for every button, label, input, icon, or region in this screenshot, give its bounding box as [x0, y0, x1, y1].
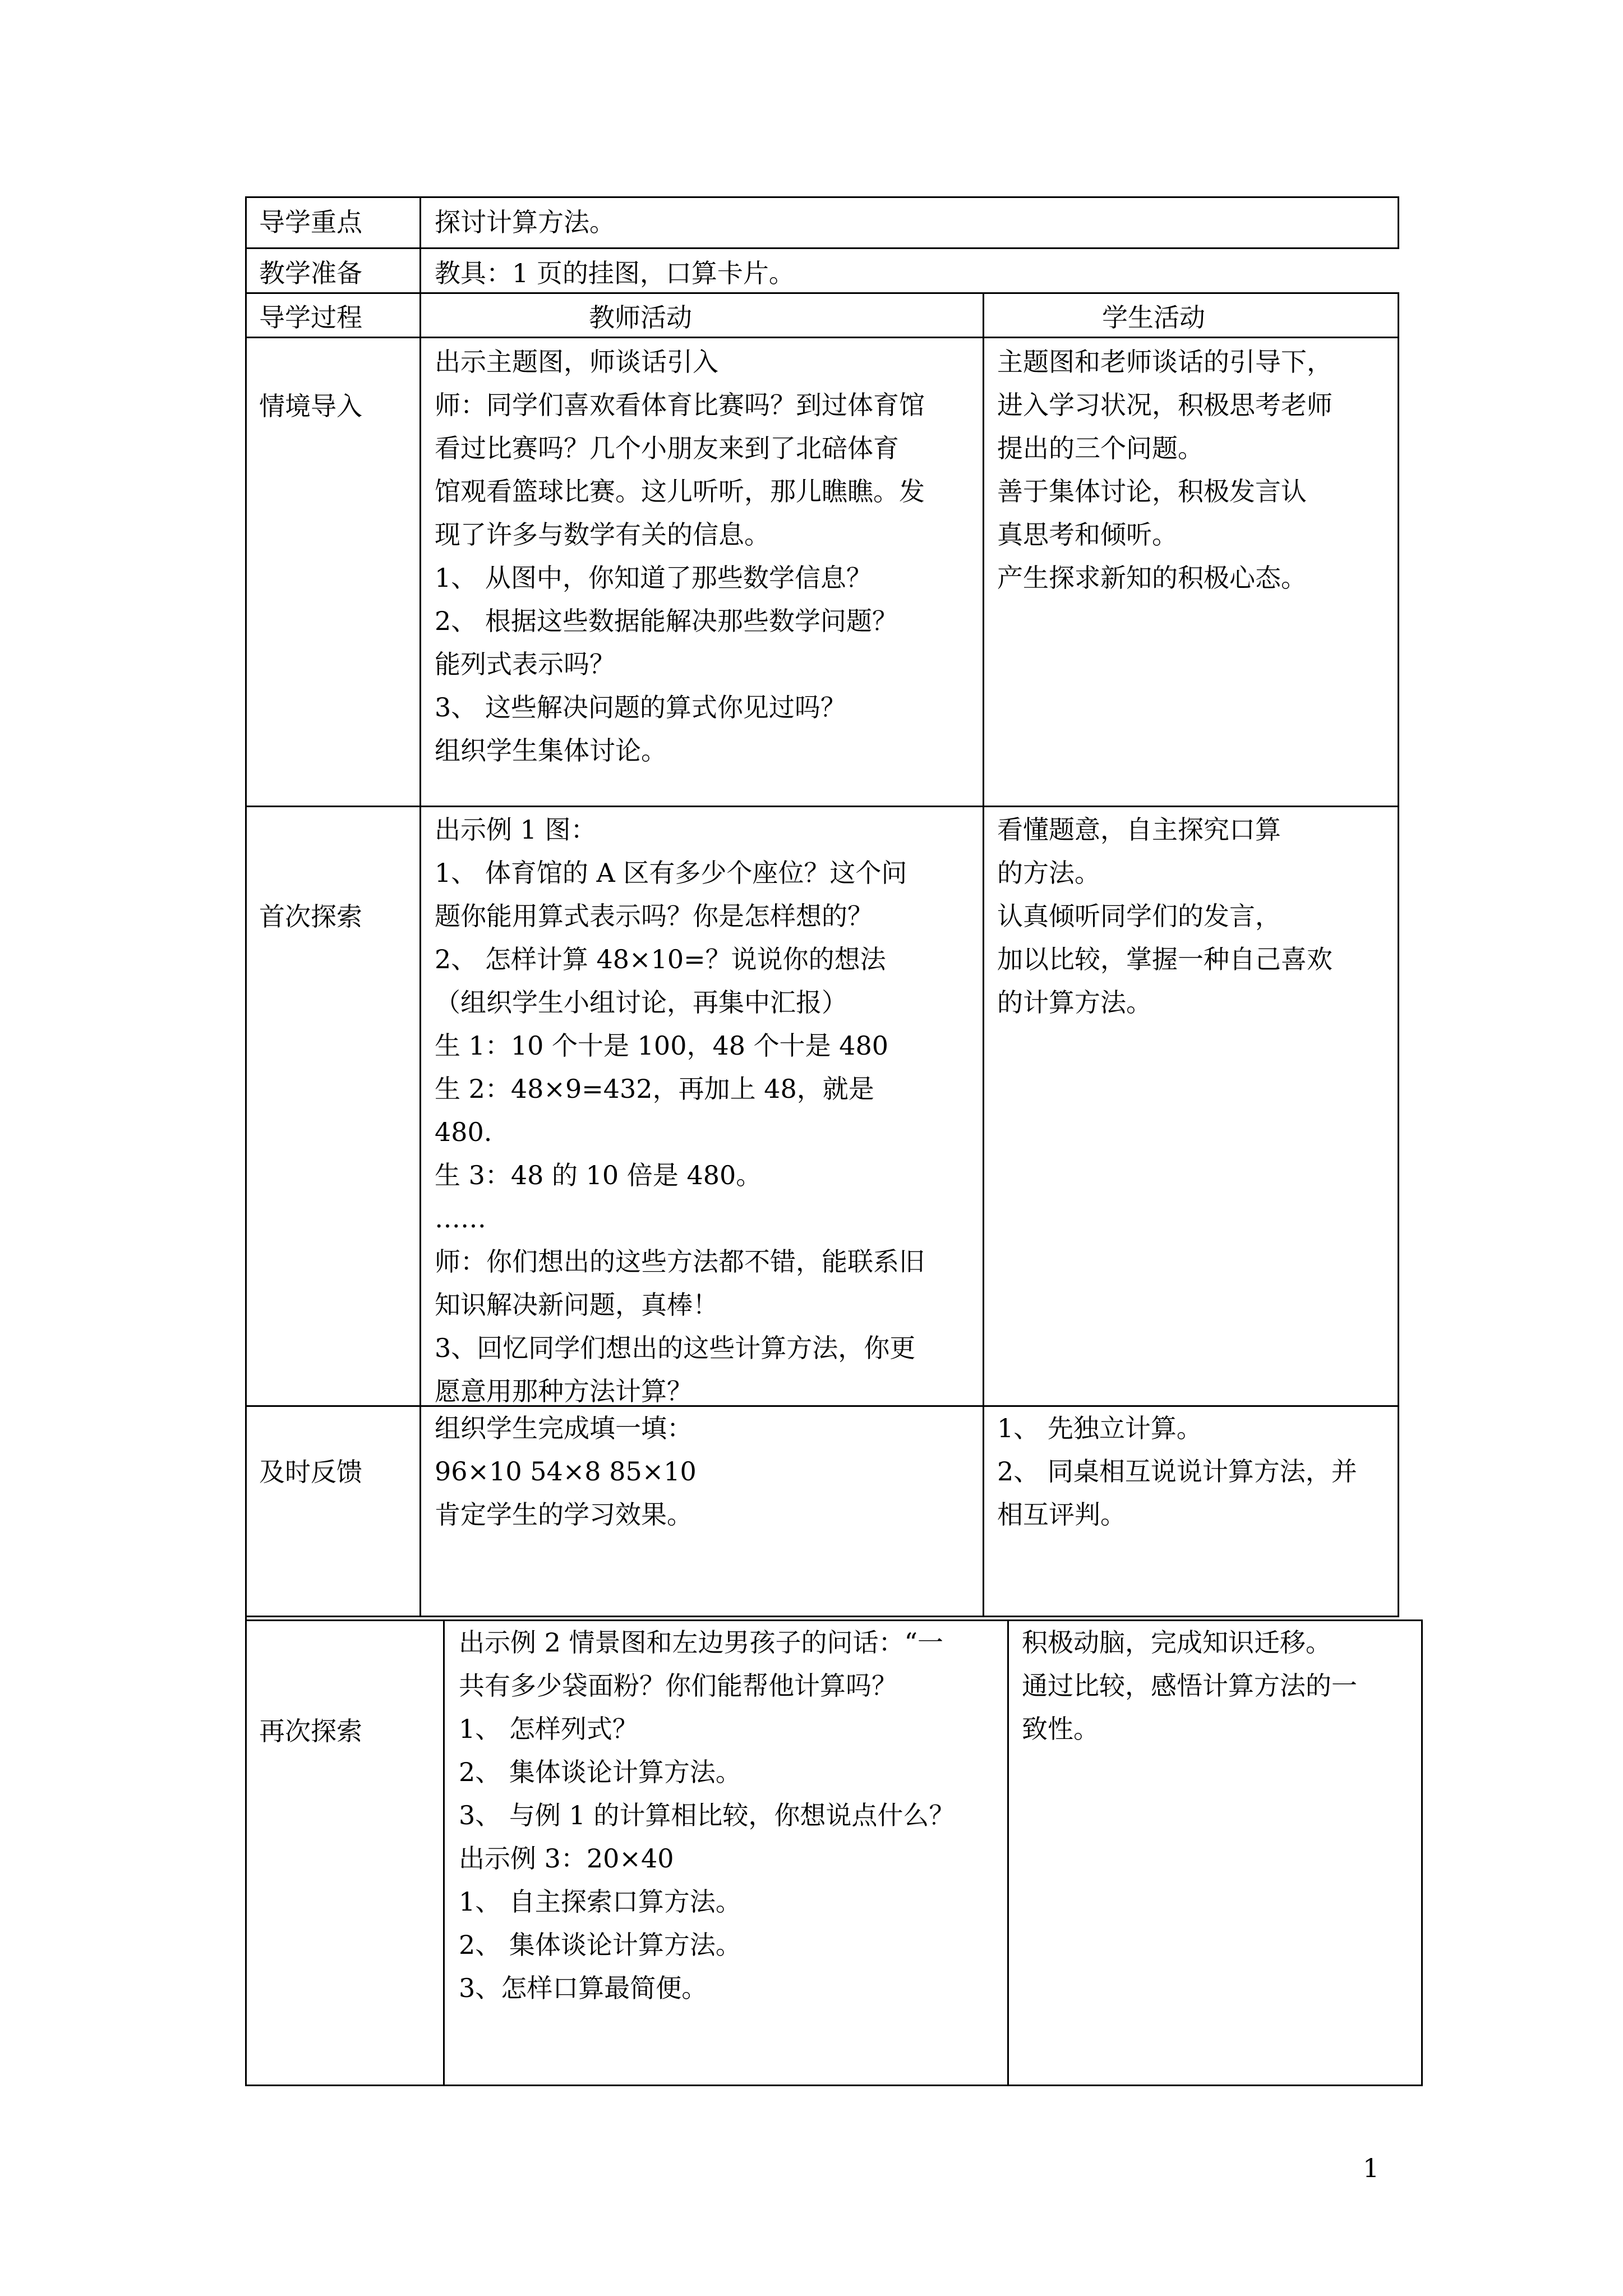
- feedback-student-line: 1、 先独立计算。: [997, 1413, 1202, 1443]
- explore2-student-line: 积极动脑，完成知识迁移。: [1022, 1627, 1331, 1658]
- intro-teacher-line: 能列式表示吗？: [435, 649, 615, 679]
- row-label-process: 导学过程: [259, 302, 362, 333]
- row-label-focus: 导学重点: [259, 207, 362, 237]
- explore1-teacher-line: （组织学生小组讨论，再集中汇报）: [435, 987, 847, 1018]
- explore1-teacher-line: 2、 怎样计算 48×10=？说说你的想法: [435, 944, 886, 974]
- explore2-teacher-line: 1、 怎样列式？: [459, 1714, 638, 1744]
- feedback-student-cell: [997, 1407, 1357, 1536]
- explore2-teacher-cell: [459, 1621, 955, 2010]
- explore1-teacher-line: 1、 体育馆的 A 区有多少个座位？这个问: [435, 858, 907, 888]
- explore2-teacher-line: 出示例 2 情景图和左边男孩子的问话：“一: [459, 1627, 944, 1658]
- intro-teacher-line: 2、 根据这些数据能解决那些数学问题？: [435, 606, 898, 636]
- row-label-explore2: 再次探索: [259, 1716, 362, 1746]
- intro-teacher-line: 看过比赛吗？几个小朋友来到了北碚体育: [435, 433, 899, 463]
- explore1-teacher-line: ……: [435, 1203, 486, 1234]
- intro-student-line: 提出的三个问题。: [997, 433, 1204, 463]
- intro-student-line: 主题图和老师谈话的引导下，: [997, 347, 1332, 377]
- feedback-teacher-cell: [435, 1407, 697, 1536]
- explore1-teacher-line: 生 2：48×9=432，再加上 48，就是: [435, 1074, 874, 1104]
- explore1-student-line: 认真倾听同学们的发言，: [997, 901, 1281, 931]
- feedback-teacher-line: 肯定学生的学习效果。: [435, 1499, 693, 1530]
- row-label-prep: 教学准备: [259, 258, 362, 288]
- explore1-teacher-line: 出示例 1 图：: [435, 815, 597, 845]
- feedback-teacher-line: 96×10 54×8 85×10: [435, 1456, 697, 1487]
- header-teacher-activity: 教师活动: [589, 302, 692, 333]
- explore1-teacher-cell: [435, 808, 925, 1413]
- explore1-student-line: 的方法。: [997, 858, 1100, 888]
- prep-content: 教具：1 页的挂图，口算卡片。: [435, 258, 795, 288]
- explore2-teacher-line: 2、 集体谈论计算方法。: [459, 1930, 741, 1960]
- explore1-student-line: 的计算方法。: [997, 987, 1152, 1018]
- row-label-feedback: 及时反馈: [259, 1457, 362, 1487]
- row-label-intro: 情境导入: [259, 391, 362, 421]
- explore2-teacher-line: 2、 集体谈论计算方法。: [459, 1757, 741, 1787]
- explore2-teacher-line: 3、 与例 1 的计算相比较，你想说点什么？: [459, 1800, 955, 1830]
- focus-content: 探讨计算方法。: [435, 207, 615, 237]
- page-number: 1: [1363, 2153, 1380, 2183]
- explore2-teacher-line: 3、怎样口算最简便。: [459, 1973, 708, 2003]
- explore1-teacher-line: 题你能用算式表示吗？你是怎样想的？: [435, 901, 873, 931]
- intro-teacher-line: 出示主题图，师谈话引入: [435, 347, 718, 377]
- explore2-teacher-line: 1、 自主探索口算方法。: [459, 1887, 741, 1917]
- explore1-student-line: 加以比较，掌握一种自己喜欢: [997, 944, 1332, 974]
- explore2-student-line: 通过比较，感悟计算方法的一: [1022, 1671, 1357, 1701]
- intro-teacher-line: 馆观看篮球比赛。这儿听听，那儿瞧瞧。发: [435, 476, 925, 507]
- explore1-student-line: 看懂题意，自主探究口算: [997, 815, 1281, 845]
- intro-student-line: 真思考和倾听。: [997, 519, 1178, 550]
- intro-teacher-line: 组织学生集体讨论。: [435, 735, 667, 766]
- explore1-teacher-line: 生 1：10 个十是 100，48 个十是 480: [435, 1030, 889, 1061]
- explore1-teacher-line: 愿意用那种方法计算？: [435, 1376, 693, 1406]
- intro-student-line: 进入学习状况，积极思考老师: [997, 390, 1332, 420]
- explore1-teacher-line: 3、回忆同学们想出的这些计算方法，你更: [435, 1333, 916, 1363]
- explore1-teacher-line: 师：你们想出的这些方法都不错，能联系旧: [435, 1246, 925, 1277]
- row-label-explore1: 首次探索: [259, 901, 362, 932]
- intro-teacher-line: 1、 从图中，你知道了那些数学信息？: [435, 563, 872, 593]
- intro-teacher-line: 师：同学们喜欢看体育比赛吗？到过体育馆: [435, 390, 925, 420]
- intro-teacher-cell: [435, 341, 925, 772]
- explore1-teacher-line: 生 3：48 的 10 倍是 480。: [435, 1160, 762, 1190]
- intro-student-cell: [997, 341, 1332, 600]
- explore2-teacher-line: 共有多少袋面粉？你们能帮他计算吗？: [459, 1671, 897, 1701]
- header-student-activity: 学生活动: [1102, 302, 1205, 333]
- explore2-student-line: 致性。: [1022, 1714, 1099, 1744]
- intro-student-line: 善于集体讨论，积极发言认: [997, 476, 1307, 507]
- feedback-student-line: 2、 同桌相互说说计算方法，并: [997, 1456, 1357, 1487]
- explore1-student-cell: [997, 808, 1332, 1024]
- intro-student-line: 产生探求新知的积极心态。: [997, 563, 1307, 593]
- feedback-student-line: 相互评判。: [997, 1499, 1126, 1530]
- explore2-teacher-line: 出示例 3：20×40: [459, 1843, 674, 1874]
- feedback-teacher-line: 组织学生完成填一填：: [435, 1413, 693, 1443]
- explore2-student-cell: [1022, 1621, 1357, 1751]
- intro-teacher-line: 现了许多与数学有关的信息。: [435, 519, 770, 550]
- intro-teacher-line: 3、 这些解决问题的算式你见过吗？: [435, 692, 846, 723]
- explore1-teacher-line: 知识解决新问题，真棒！: [435, 1290, 718, 1320]
- explore1-teacher-line: 480.: [435, 1117, 492, 1147]
